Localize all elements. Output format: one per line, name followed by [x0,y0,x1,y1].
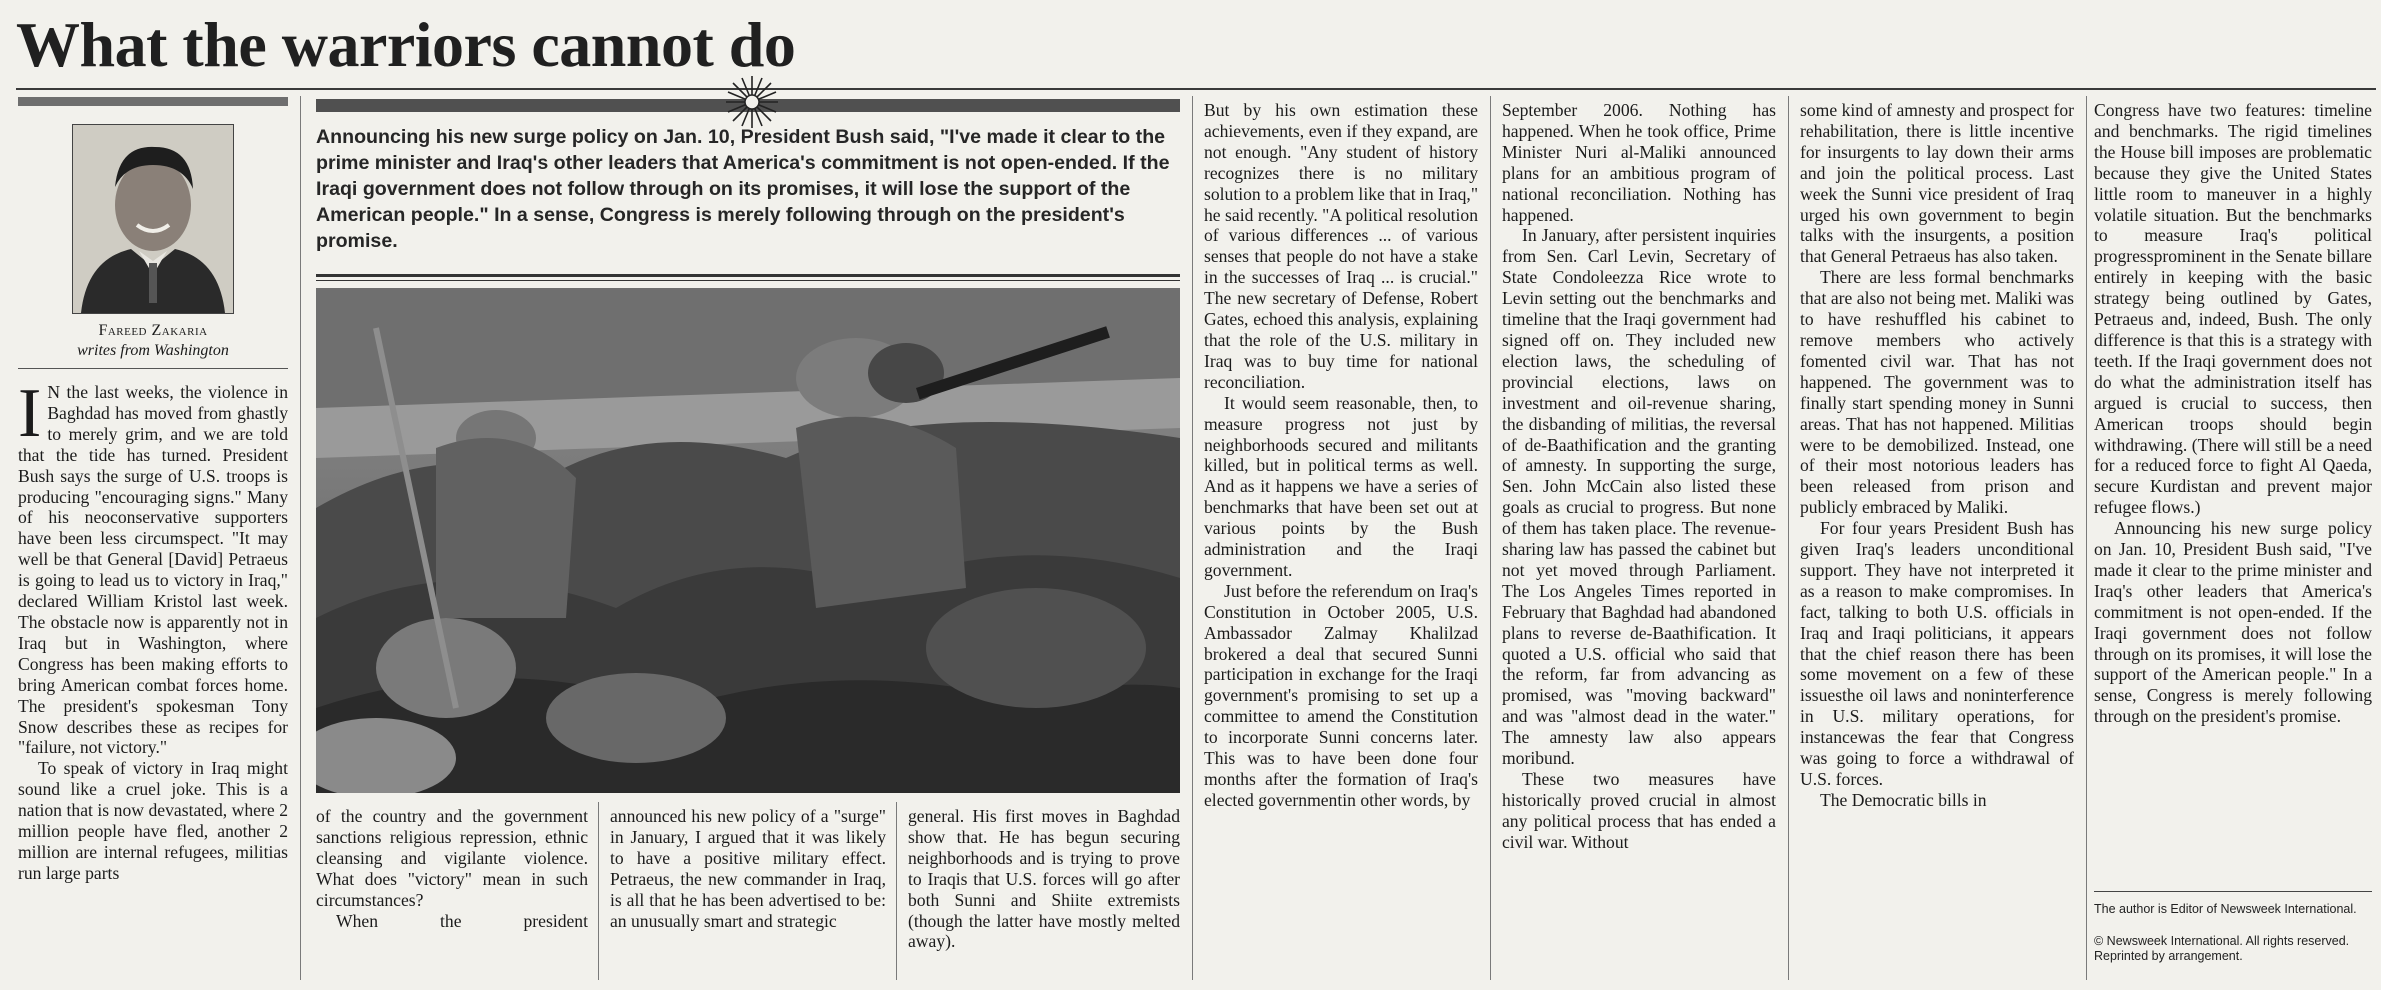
author-note: The author is Editor of Newsweek International. [2094,902,2357,916]
article-column-7 [1800,100,2074,811]
byline-rule [18,368,288,369]
article-paragraph: some kind of amnesty and prospect for rehabilitation, there is little incentive for insurgents to lay down their arms and join the political process. Last week the Sunni vice president of Iraq urged his own government to begin talks with the insurgents, a position that General Petraeus has also taken. [1800,100,2074,267]
article-paragraph: of the country and the government sanctions religious repression, ethnic cleansing and vigilante violence. What does "victory" mean in such circumstances? [316,806,588,910]
byline-subtitle: writes from Washington [77,342,229,359]
article-paragraph: Just before the referendum on Iraq's Constitution in October 2005, U.S. Ambassador Zalmay Khalilzad brokered a deal that secured Sunni participation in exchange for the Iraqi government's promising to set up a committee to amend the Constitution to incorporate Sunni concerns later. This was to have been done four months after the formation of Iraq's elected governmentin other words, by [1204,580,1478,810]
column-divider [2086,96,2087,980]
column-divider [1788,96,1789,980]
article-paragraph: In January, after persistent inquiries from Sen. Carl Levin, Secretary of State Condoleezza Rice wrote to Levin setting out the benchmarks and timeline that the Iraqi government had signed off on. They included new election laws, the scheduling of provincial elections, laws on investment and oil-revenue sharing, the disbanding of militias, the reversal of de-Baathification and the granting of amnesty. In supporting the surge, Sen. John McCain also listed these goals as crucial to progress. But none of them has taken place. The revenue-sharing law has passed the cabinet but not yet moved through Parliament. The Los Angeles Times reported in February that Baghdad had abandoned plans to reverse de-Baathification. It quoted a U.S. official who said that the reform, far from advancing as promised, was "moving backward" and was "almost dead in the water." The amnesty law also appears moribund. [1502,225,1776,769]
article-paragraph: announced his new policy of a "surge" in January, I argued that it was likely to have a positive military effect. Petraeus, the new commander in Iraq, is all that he has been advertised to be: an unusually smart and strategic [610,806,886,931]
column-divider [300,96,301,980]
column-divider [1490,96,1491,980]
article-paragraph: When the president [336,910,588,931]
pullquote-rule [316,274,1180,277]
column-divider [1192,96,1193,980]
article-column-4 [908,806,1180,952]
article-column-1 [18,375,288,884]
column-divider [598,802,599,980]
article-paragraph: These two measures have historically proved crucial in almost any political process that has ended a civil war. Without [1502,769,1776,852]
pullquote: Announcing his new surge policy on Jan. 10, President Bush said, "I've made it clear to the prime minister and Iraq's other leaders that America's commitment is not open-ended. If the Iraqi government does not follow through on its promises, it will lose the support of the American people." In a sense, Congress is merely following through on the president's promise. [316,126,1170,252]
pullquote-rule-thin [316,280,1180,281]
article-paragraph: But by his own estimation these achievements, even if they expand, are not enough. "Any student of history recognizes there is no military solution to a problem like that in Iraq," he said recently. "A political resolution of various differences ... of various senses that people do not have a stake in the successes of Iraq ... is crucial." The new secretary of Defense, Robert Gates, echoed this analysis, explaining that the role of the U.S. military in Iraq was to buy time for national reconciliation. [1204,100,1478,392]
article-paragraph: The Democratic bills in [1820,789,1987,810]
headline: What the warriors cannot do [16,9,796,80]
drop-cap: I [18,375,42,452]
article-paragraph: general. His first moves in Baghdad show that. He has begun securing neighborhoods and is trying to prove to Iraqis that U.S. forces will go after both Sunni and Shiite extremists (though the latter have mostly melted away). [908,806,1180,952]
article-column-3 [610,806,886,931]
author-portrait-image [73,125,233,313]
footnote-rule [2094,891,2372,892]
starburst-icon [724,74,780,130]
soldiers-photo-image [316,288,1180,793]
article-paragraph: I N the last weeks, the violence in Baghdad has moved from ghastly to merely grim, and we are told that the tide has turned. President Bush says the surge of U.S. troops is producing "encouraging signs." Many of his neoconservative supporters have been less circumspect. "It may well be that General [David] Petraeus is going to lead us to victory in Iraq," declared William Kristol last week. The obstacle now is apparently not in Iraq but in Washington, where Congress has been making efforts to bring American combat forces home. The president's spokesman Tony Snow describes these as recipes for "failure, not victory." [18,375,288,758]
article-column-5 [1204,100,1478,811]
article-column-8 [2094,100,2372,727]
byline-name: Fareed Zakaria [98,322,208,339]
sidebar-bar [18,97,288,106]
article-paragraph: It would seem reasonable, then, to measure progress not just by neighborhoods secured and militants killed, but in political terms as well. And as it happens we have a series of benchmarks that have been set out at various points by the Bush administration and the Iraqi government. [1204,392,1478,580]
article-column-6 [1502,100,1776,853]
article-paragraph: To speak of victory in Iraq might sound like a cruel joke. This is a nation that is now devastated, where 2 million people have fled, another 2 million are internal refugees, militias run large parts [18,758,288,883]
soldiers-photo [316,288,1180,793]
article-paragraph: Announcing his new surge policy on Jan. 10, President Bush said, "I've made it clear to the prime minister and Iraq's other leaders that America's commitment is not open-ended. If the Iraqi government does not follow through on its promises, it will lose the support of the American people." In a sense, Congress is merely following through on the president's promise. [2094,518,2372,727]
article-paragraph: For four years President Bush has given Iraq's leaders unconditional support. They have not interpreted it as a reason to make compromises. In fact, talking to both U.S. officials in Iraq and Iraqi politicians, it appears that the chief reason there has been some movement on a few of these issuesthe oil laws and noninterference in U.S. military operations, for instancewas the fear that Congress was going to force a withdrawal of U.S. forces. [1800,518,2074,789]
headline-rule [16,88,2376,90]
article-column-2 [316,806,588,931]
article-paragraph: There are less formal benchmarks that are also not being met. Maliki was to have reshuffled his cabinet to remove members who actively fomented civil war. That has not happened. The government was to finally start spending money in Sunni areas. That has not happened. Militias were to be demobilized. Instead, one of their most notorious leaders has been released from prison and publicly embraced by Maliki. [1800,267,2074,518]
copyright-note: © Newsweek International. All rights reserved. Reprinted by arrangement. [2094,934,2350,963]
author-portrait [72,124,234,314]
column-divider [896,802,897,980]
article-paragraph: Congress have two features: timeline and benchmarks. The rigid timelines the House bill imposes are problematic because they give the United States little room to maneuver in a highly volatile situation. But the benchmarks to measure Iraq's political progressprominent in the Senate billare entirely in keeping with the basic strategy being outlined by Gates, Petraeus and, indeed, Bush. The only difference is that this is a strategy with teeth. If the Iraqi government does not do what the administration itself has argued is crucial to success, then American troops should begin withdrawing. (There will still be a need for a reduced force to fight Al Qaeda, secure Kurdistan and prevent major refugee flows.) [2094,100,2372,518]
article-paragraph: September 2006. Nothing has happened. When he took office, Prime Minister Nuri al-Maliki announced plans for an ambitious program of national reconciliation. Nothing has happened. [1502,100,1776,225]
